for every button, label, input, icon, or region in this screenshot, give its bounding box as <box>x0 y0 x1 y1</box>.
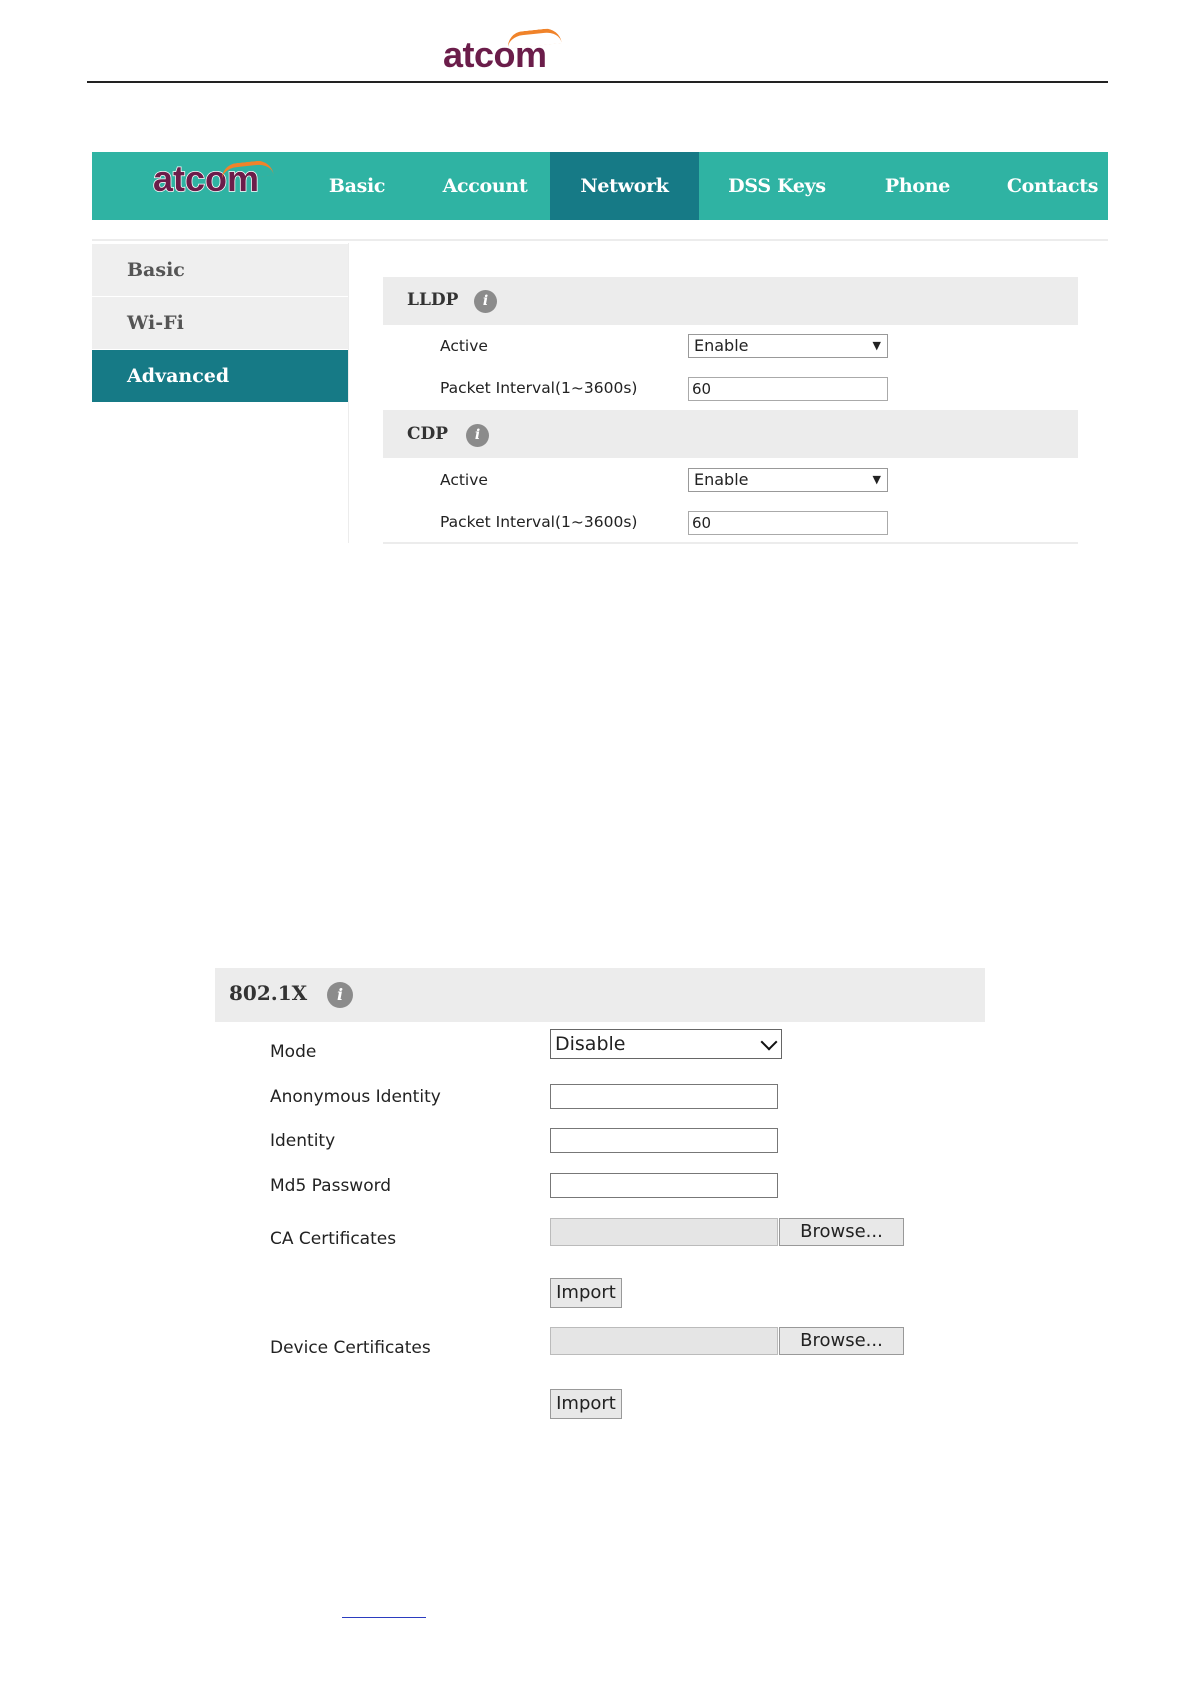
tab-dss-keys[interactable]: DSS Keys <box>728 175 826 197</box>
footer-link[interactable] <box>342 1617 426 1618</box>
tab-network[interactable]: Network <box>550 152 699 220</box>
header-rule <box>87 81 1108 83</box>
mode-select[interactable]: Disable <box>550 1029 782 1059</box>
lldp-interval-input[interactable]: 60 <box>688 377 888 401</box>
ca-import-button[interactable]: Import <box>550 1278 622 1308</box>
tab-account[interactable]: Account <box>442 175 528 197</box>
cdp-title: CDP <box>407 424 449 444</box>
dropdown-arrow-icon: ▼ <box>872 339 881 352</box>
md5-password-label: Md5 Password <box>270 1176 392 1196</box>
device-certificates-file-field[interactable] <box>550 1327 778 1355</box>
ca-certificates-file-field[interactable] <box>550 1218 778 1246</box>
sidebar-item-wifi[interactable]: Wi-Fi <box>92 297 348 349</box>
lldp-active-label: Active <box>440 337 488 355</box>
web-ui-logo: atcom <box>153 158 259 200</box>
nav-divider <box>92 239 1108 241</box>
info-icon[interactable]: i <box>466 424 489 447</box>
sidebar-item-advanced[interactable]: Advanced <box>92 350 348 402</box>
device-certificates-label: Device Certificates <box>270 1338 431 1358</box>
sidebar-item-basic[interactable]: Basic <box>92 244 348 296</box>
lldp-title: LLDP <box>407 290 459 310</box>
device-import-button[interactable]: Import <box>550 1389 622 1419</box>
logo-swoosh-icon <box>506 27 561 49</box>
ca-certificates-label: CA Certificates <box>270 1229 397 1249</box>
cdp-interval-label: Packet Interval(1~3600s) <box>440 513 638 531</box>
cdp-active-select[interactable]: Enable ▼ <box>688 468 888 492</box>
tab-contacts[interactable]: Contacts <box>1006 175 1099 197</box>
section-bottom-divider <box>383 542 1078 544</box>
info-icon[interactable]: i <box>327 982 353 1008</box>
lldp-interval-label: Packet Interval(1~3600s) <box>440 379 638 397</box>
lldp-active-select[interactable]: Enable ▼ <box>688 334 888 358</box>
tab-basic[interactable]: Basic <box>328 175 386 197</box>
8021x-title: 802.1X <box>229 981 308 1005</box>
chevron-down-icon <box>761 1034 778 1051</box>
dropdown-arrow-icon: ▼ <box>872 473 881 486</box>
md5-password-input[interactable] <box>550 1173 778 1198</box>
tab-phone[interactable]: Phone <box>884 175 951 197</box>
device-browse-button[interactable]: Browse... <box>779 1327 904 1355</box>
identity-input[interactable] <box>550 1128 778 1153</box>
identity-label: Identity <box>270 1131 336 1151</box>
document-logo: atcom <box>443 34 547 76</box>
ca-browse-button[interactable]: Browse... <box>779 1218 904 1246</box>
info-icon[interactable]: i <box>474 290 497 313</box>
sidebar-border <box>348 243 349 543</box>
cdp-active-label: Active <box>440 471 488 489</box>
anonymous-identity-input[interactable] <box>550 1084 778 1109</box>
cdp-interval-input[interactable]: 60 <box>688 511 888 535</box>
anonymous-identity-label: Anonymous Identity <box>270 1087 441 1107</box>
mode-label: Mode <box>270 1042 317 1062</box>
